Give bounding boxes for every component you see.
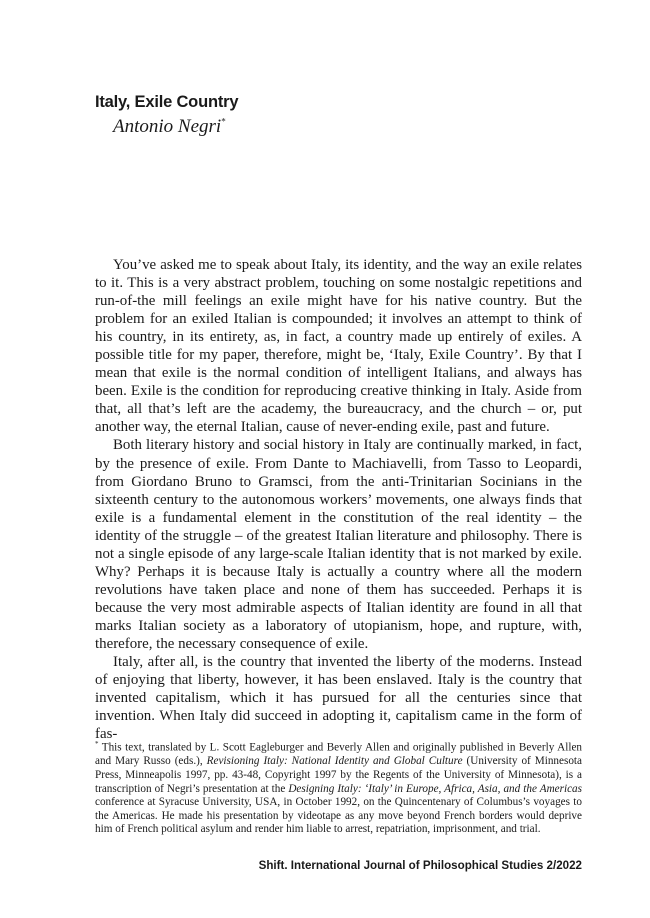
footnote-book-title: Revisioning Italy: National Identity and Global Culture	[206, 755, 463, 768]
author-footnote-marker[interactable]: *	[221, 116, 226, 127]
article-author	[113, 116, 226, 138]
journal-footer: Shift. International Journal of Philosophical Studies 2/2022	[258, 859, 582, 872]
article-title: Italy, Exile Country	[95, 93, 239, 111]
paragraph-2: Both literary history and social history in Italy are continually marked, in fact, by the presence of exile. From Dante to Machiavelli, from Tasso to Leopardi, from Giordano Bruno to Gramsci, from the anti-Trinitarian Socinians in the sixteenth century to the autonomous workers’ movements, one always finds that exile is a fundamental element in the constitution of the real identity – the identity of the struggle – of the greatest Italian literature and philosophy. There is not a single episode of any large-scale Italian identity that is not marked by exile. Why? Perhaps it is because Italy is actually a country where all the modern revolutions have taken place and none of them has succeeded. Perhaps it is because the very most admirable aspects of Italian identity are found in all that marks Italian society as a laboratory of utopianism, hope, and rupture, with, therefore, the necessary consequence of exile.	[95, 437, 582, 652]
footnote-conference-title: Designing Italy: ‘Italy’ in Europe, Africa, Asia, and the Americas	[288, 782, 582, 795]
footnote-marker: *	[95, 740, 99, 748]
footnote	[95, 738, 582, 837]
paragraph-3: Italy, after all, is the country that invented the liberty of the moderns. Instead of enjoying that liberty, however, it has been enslaved. Italy is the country that invented capitalism, which it has pursued for all the centuries since that invention. When Italy did succeed in adopting it, capitalism came in the form of fas-	[95, 654, 582, 743]
footnote-text-2: (University of Minnesota Press, Minneapolis 1997, pp. 43-48, Copyright 1997 by the Regents of the University of Minnesota), is a transcription of Negri’s presentation at the	[95, 755, 582, 795]
article-body	[95, 256, 582, 743]
footnote-text-1: This text, translated by L. Scott Eagleburger and Beverly Allen and originally published in Beverly Allen and Mary Russo (eds.),	[95, 741, 582, 768]
paragraph-1: You’ve asked me to speak about Italy, its identity, and the way an exile relates to it. This is a very abstract problem, touching on some nostalgic repetitions and run-of-the mill feelings an exile might have for his native country. But the problem for an exiled Italian is compounded; it involves an attempt to think of his country, in its entirety, as, in fact, a country made up entirely of exiles. A possible title for my paper, therefore, might be, ‘Italy, Exile Country’. By that I mean that exile is the normal condition of intelligent Italians, and always has been. Exile is the condition for reproducing creative thinking in Italy. Aside from that, all that’s left are the academy, the bureaucracy, and the church – or, put another way, the eternal Italian, cause of never-ending exile, past and future.	[95, 257, 582, 436]
footnote-text-3: conference at Syracuse University, USA, in October 1992, on the Quincentenary of Columbus’s voyages to the Americas. He made his presentation by videotape as any move beyond French borders would deprive him of French political asylum and render him liable to arrest, repatriation, imprisonment, and trial.	[95, 796, 582, 836]
author-name: Antonio Negri	[113, 116, 222, 137]
